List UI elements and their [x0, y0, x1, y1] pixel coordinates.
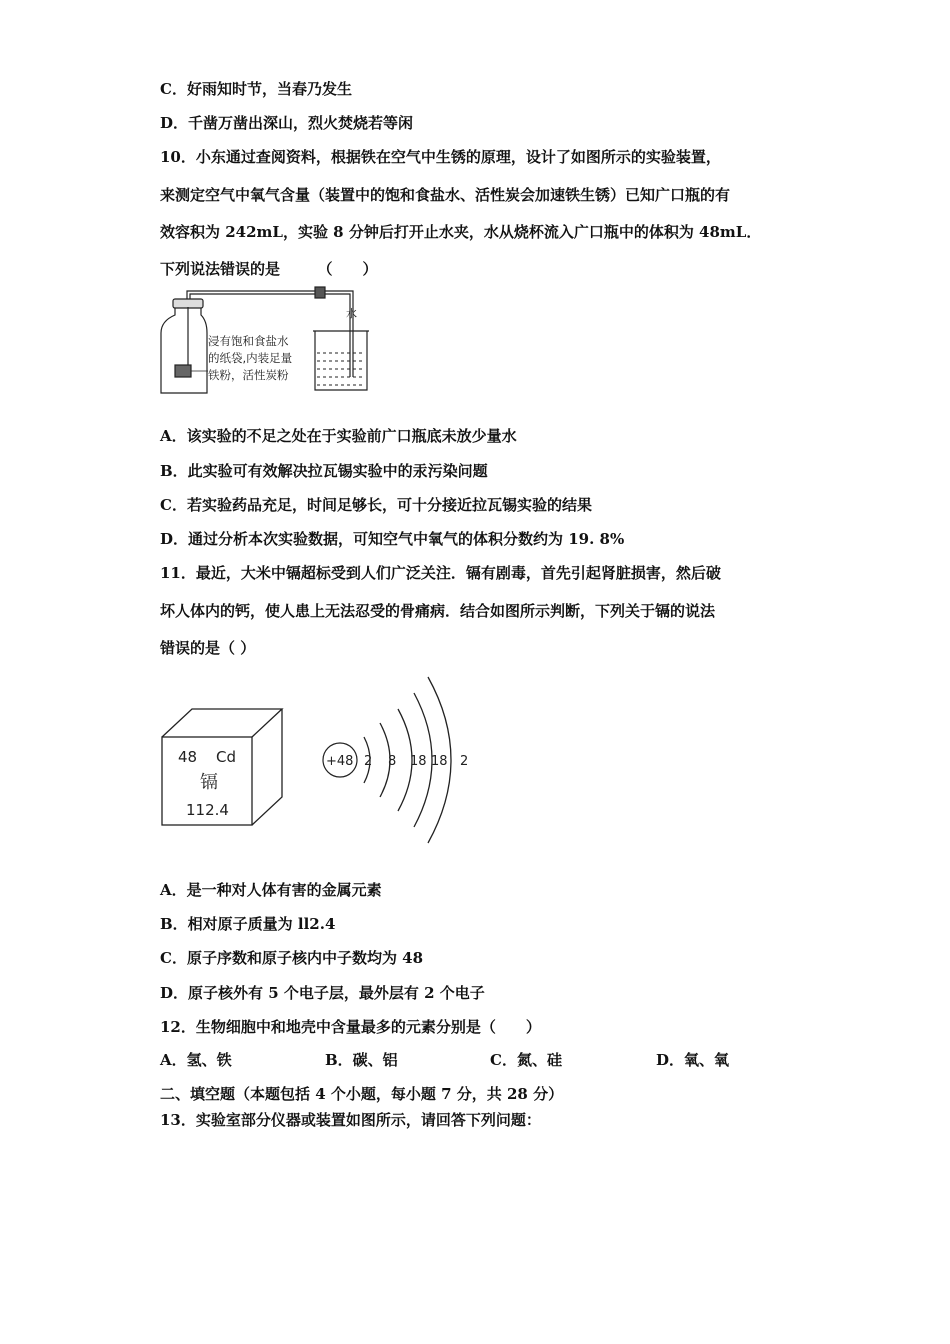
q11-stem-line-3: 错误的是（ ）	[160, 639, 256, 657]
q10-stem-line-2: 来测定空气中氧气含量（装置中的饱和食盐水、活性炭会加速铁生锈）已知广口瓶的有	[160, 186, 731, 204]
q11-stem-line-2: 坏人体内的钙，使人患上无法忍受的骨痛病．结合如图所示判断，下列关于镉的说法	[160, 602, 716, 620]
q11-element-card	[160, 705, 290, 830]
q12-stem: 12．生物细胞中和地壳中含量最多的元素分别是（ ）	[160, 1018, 541, 1036]
q12-option-c: C．氮、硅	[490, 1051, 562, 1069]
element-symbol: Cd	[216, 748, 236, 766]
q12-option-a: A．氢、铁	[160, 1051, 232, 1069]
shell-count-1: 2	[364, 754, 373, 769]
bag-label-line-1: 浸有饱和食盐水	[208, 334, 289, 348]
shell-count-3: 18	[410, 754, 427, 769]
q9-option-c: C．好雨知时节，当春乃发生	[160, 80, 352, 98]
q12-option-d: D．氧、氧	[656, 1051, 730, 1069]
shell-count-5: 2	[460, 754, 469, 769]
element-name: 镉	[200, 772, 218, 793]
bag-label-line-3: 铁粉，活性炭粉	[208, 368, 289, 382]
atomic-mass: 112.4	[186, 801, 229, 819]
q10-stem-line-4: 下列说法错误的是 （ ）	[160, 260, 378, 278]
bag-label-line-2: 的纸袋,内装足量	[208, 351, 293, 365]
bottle-stopper	[173, 299, 203, 308]
q11-stem-line-1: 11．最近，大米中镉超标受到人们广泛关注．镉有剧毒，首先引起肾脏损害，然后破	[160, 564, 721, 582]
q10-option-c: C．若实验药品充足，时间足够长，可十分接近拉瓦锡实验的结果	[160, 496, 592, 514]
paper-bag	[175, 365, 191, 377]
bottle	[161, 307, 207, 393]
q11-atomic-structure	[318, 665, 478, 855]
q11-option-b: B．相对原子质量为 ll2.4	[160, 915, 336, 933]
q10-stem-line-3: 效容积为 242mL，实验 8 分钟后打开止水夹，水从烧杯流入广口瓶中的体积为 48mL．	[160, 223, 762, 241]
shell-count-2: 8	[388, 754, 397, 769]
clamp	[315, 287, 325, 298]
shell-count-4: 18	[431, 754, 448, 769]
q12-option-b: B．碳、铝	[325, 1051, 398, 1069]
q11-option-a: A．是一种对人体有害的金属元素	[160, 881, 382, 899]
atomic-number: 48	[178, 748, 198, 766]
q10-option-a: A．该实验的不足之处在于实验前广口瓶底未放少量水	[160, 427, 517, 445]
q11-option-c: C．原子序数和原子核内中子数均为 48	[160, 949, 424, 967]
q10-apparatus-figure	[155, 285, 375, 400]
q10-stem-line-1: 10．小东通过查阅资料，根据铁在空气中生锈的原理，设计了如图所示的实验装置，	[160, 148, 721, 166]
section-2-heading: 二、填空题（本题包括 4 个小题，每小题 7 分，共 28 分）	[160, 1085, 564, 1103]
q11-option-d: D．原子核外有 5 个电子层，最外层有 2 个电子	[160, 984, 485, 1002]
nucleus-charge: +48	[326, 754, 354, 769]
q13-stem: 13．实验室部分仪器或装置如图所示，请回答下列问题：	[160, 1111, 541, 1129]
q10-option-d: D．通过分析本次实验数据，可知空气中氧气的体积分数约为 19. 8%	[160, 530, 625, 548]
q10-option-b: B．此实验可有效解决拉瓦锡实验中的汞污染问题	[160, 462, 488, 480]
q9-option-d: D．千凿万凿出深山，烈火焚烧若等闲	[160, 114, 414, 132]
beaker	[315, 331, 367, 390]
water-label: 水	[346, 307, 357, 320]
